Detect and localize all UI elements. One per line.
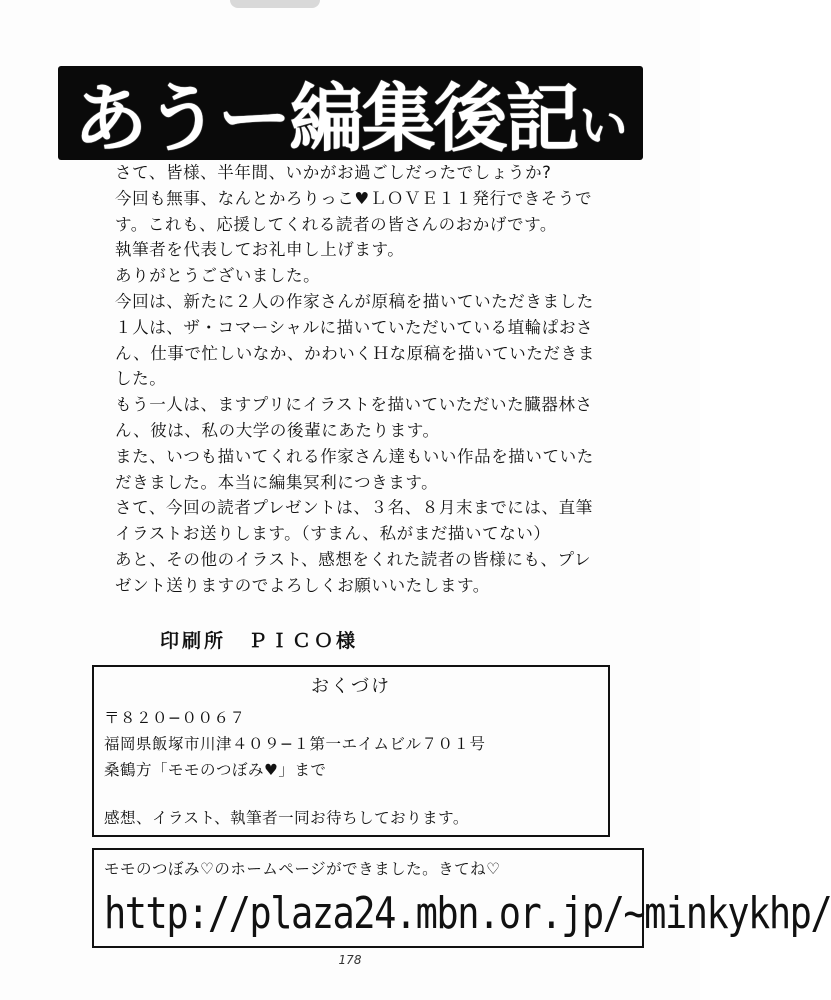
title-suffix: い [579,97,628,154]
printer-credit: 印刷所 ＰＩＣＯ様 [160,630,359,652]
text-line: さて、今回の読者プレゼントは、３名、８月末までには、直筆 [115,498,593,518]
text-line: １人は、ザ・コマーシャルに描いていただいている埴輪ぱおさ [115,317,594,337]
title-banner [58,66,643,160]
postal-code: 〒８２０−００６７ [104,709,246,727]
homepage-note: モモのつぼみ♡のホームページができました。きてね♡ [104,860,501,878]
text-line: 今回も無事、なんとかろりっこ♥ＬＯＶＥ１１発行できそうで [115,188,593,208]
text-line: ん、彼は、私の大学の後輩にあたります。 [115,420,440,440]
colophon-title: おくづけ [311,676,391,697]
address: 福岡県飯塚市川津４０９−１第一エイムビル７０１号 [104,735,486,753]
scan-smudge [230,0,320,8]
homepage-url[interactable]: http://plaza24.mbn.or.jp/~minkykhp/ [104,888,831,939]
page-number: 178 [338,953,362,967]
text-line: 執筆者を代表してお礼申し上げます。 [115,240,405,260]
homepage-box [92,848,831,948]
text-line: した。 [115,369,167,389]
text-line: ん、仕事で忙しいなか、かわいくＨな原稿を描いていただきま [115,343,595,363]
colophon-box [92,665,610,837]
text-line: さて、皆様、半年間、いかがお過ごしだったでしょうか? [115,163,552,182]
text-line: ありがとうございました。 [115,266,321,286]
text-line: す。これも、応援してくれる読者の皆さんのおかげです。 [115,214,557,234]
text-line: 今回は、新たに２人の作家さんが原稿を描いていただきました [115,291,594,311]
page-title [58,66,643,160]
text-line: もう一人は、ますプリにイラストを描いていただいた臓器林さ [115,395,593,415]
care-of: 桑鶴方「モモのつぼみ♥」まで [104,761,327,779]
colophon-message: 感想、イラスト、執筆者一同お待ちしております。 [104,809,469,827]
afterword-text [115,160,635,599]
title-main: あうー編集後記 [73,76,578,162]
text-line: だきました。本当に編集冥利につきます。 [115,472,439,492]
text-line: あと、その他のイラスト、感想をくれた読者の皆様にも、プレ [115,549,592,569]
text-line: イラストお送りします。（すまん、私がまだ描いてない） [115,524,551,544]
text-line: ゼント送りますのでよろしくお願いいたします。 [115,575,490,595]
text-line: また、いつも描いてくれる作家さん達もいい作品を描いていた [115,446,594,466]
